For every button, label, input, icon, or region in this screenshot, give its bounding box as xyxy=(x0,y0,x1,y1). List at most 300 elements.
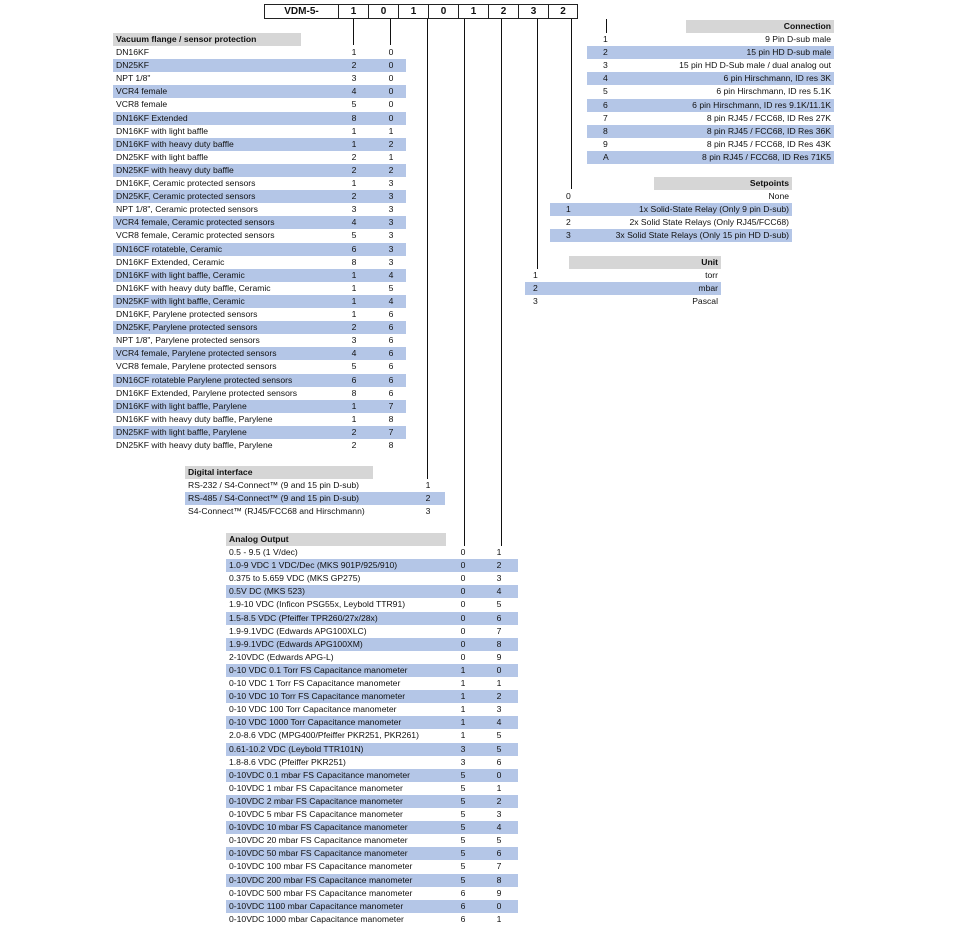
vacuum-flange-table-cell: 4 xyxy=(351,348,357,359)
vacuum-flange-table-row xyxy=(113,164,406,177)
connection-table-cell: 6 xyxy=(603,99,608,110)
vacuum-flange-table-cell: DN16KF Extended, Ceramic xyxy=(116,256,225,267)
analog-output-table-cell: 7 xyxy=(496,861,502,872)
analog-output-table-cell: 0 xyxy=(460,547,466,557)
digital-interface-table-title: Digital interface xyxy=(185,466,373,479)
setpoints-table-row xyxy=(550,229,792,242)
unit-table-row xyxy=(525,295,721,308)
analog-output-table-row xyxy=(226,769,518,782)
vacuum-flange-table-row xyxy=(113,85,406,98)
vacuum-flange-table-cell: 6 xyxy=(388,322,394,333)
analog-output-table-row xyxy=(226,598,518,611)
analog-output-table-cell: 2 xyxy=(496,560,502,571)
vacuum-flange-table-row xyxy=(113,387,406,400)
analog-output-table-cell: 0 xyxy=(496,769,502,780)
vacuum-flange-table-row xyxy=(113,360,406,373)
connector-line xyxy=(353,19,354,45)
connector-line xyxy=(464,19,465,546)
connector-line xyxy=(606,19,607,34)
analog-output-table-cell: 0-10VDC 0.1 mbar FS Capacitance manometer xyxy=(229,769,411,780)
analog-output-table-cell: 5 xyxy=(496,730,502,741)
analog-output-table-cell: 4 xyxy=(496,822,502,833)
analog-output-table-cell: 1 xyxy=(460,730,466,741)
connection-table-cell: 9 Pin D-sub male xyxy=(765,34,831,44)
vacuum-flange-table-cell: 2 xyxy=(351,164,357,175)
analog-output-table-cell: 6 xyxy=(460,913,466,924)
analog-output-table-row xyxy=(226,677,518,690)
connection-table-cell: 6 pin Hirschmann, ID res 5.1K xyxy=(716,86,831,97)
vacuum-flange-table-cell: 3 xyxy=(388,204,394,215)
analog-output-table-cell: 0-10VDC 200 mbar FS Capacitance manometer xyxy=(229,874,413,885)
vacuum-flange-table-cell: 3 xyxy=(388,230,394,241)
vacuum-flange-table-cell: 2 xyxy=(388,138,394,149)
analog-output-table-cell: 1.0-9 VDC 1 VDC/Dec (MKS 901P/925/910) xyxy=(229,560,398,571)
digital-interface-table-cell: S4-Connect™ (RJ45/FCC68 and Hirschmann) xyxy=(188,506,365,517)
vacuum-flange-table-cell: VCR4 female, Parylene protected sensors xyxy=(116,348,277,359)
vacuum-flange-table-row xyxy=(113,216,406,229)
unit-table-cell: torr xyxy=(705,270,718,280)
connection-table-row xyxy=(587,59,834,72)
analog-output-table-cell: 0 xyxy=(460,625,466,636)
vacuum-flange-table-cell: 3 xyxy=(351,204,357,215)
vacuum-flange-table-row xyxy=(113,125,406,138)
vacuum-flange-table-cell: DN16KF with light baffle, Parylene xyxy=(116,400,247,411)
analog-output-table-cell: 1.5-8.5 VDC (Pfeiffer TPR260/27x/28x) xyxy=(229,612,378,623)
vacuum-flange-table-row xyxy=(113,400,406,413)
analog-output-table-cell: 5 xyxy=(460,848,466,859)
analog-output-table-cell: 0 xyxy=(496,900,502,911)
analog-output-table-cell: 0.5V DC (MKS 523) xyxy=(229,586,305,597)
vacuum-flange-table-row xyxy=(113,426,406,439)
digital-interface-table-row xyxy=(185,492,445,505)
vacuum-flange-table-cell: 5 xyxy=(388,282,394,293)
code-prefix: VDM-5- xyxy=(264,4,338,19)
vacuum-flange-table-row xyxy=(113,269,406,282)
connection-table-row xyxy=(587,46,834,59)
vacuum-flange-table-cell: 1 xyxy=(351,47,357,57)
analog-output-table-row xyxy=(226,729,518,742)
analog-output-table-cell: 0-10VDC 2 mbar FS Capacitance manometer xyxy=(229,795,403,806)
setpoints-table-row xyxy=(550,216,792,229)
vacuum-flange-table-row xyxy=(113,177,406,190)
analog-output-table-row xyxy=(226,651,518,664)
vacuum-flange-table-cell: 6 xyxy=(388,387,394,398)
vacuum-flange-table-cell: 5 xyxy=(351,230,357,241)
vacuum-flange-table-cell: 7 xyxy=(388,400,394,411)
vacuum-flange-table-cell: 7 xyxy=(388,426,394,437)
digital-interface-table-row xyxy=(185,505,445,518)
analog-output-table-row xyxy=(226,756,518,769)
analog-output-table-cell: 0-10VDC 10 mbar FS Capacitance manometer xyxy=(229,822,408,833)
analog-output-table-row xyxy=(226,638,518,651)
vacuum-flange-table-cell: 6 xyxy=(388,348,394,359)
digital-interface-table-row xyxy=(185,479,445,492)
vacuum-flange-table-cell: 6 xyxy=(388,374,394,385)
analog-output-table-cell: 0-10VDC 100 mbar FS Capacitance manometer xyxy=(229,861,413,872)
vacuum-flange-table-row xyxy=(113,59,406,72)
vacuum-flange-table-cell: 1 xyxy=(388,151,394,162)
setpoints-table-cell: 3x Solid State Relays (Only 15 pin HD D-sub) xyxy=(615,230,789,241)
vacuum-flange-table-row xyxy=(113,439,406,452)
analog-output-table-cell: 6 xyxy=(496,848,502,859)
vacuum-flange-table-cell: VCR8 female xyxy=(116,99,168,110)
vacuum-flange-table-cell: DN25KF with light baffle, Ceramic xyxy=(116,295,245,306)
analog-output-table-cell: 5 xyxy=(460,782,466,793)
vacuum-flange-table-cell: DN25KF with light baffle xyxy=(116,151,209,162)
analog-output-table-cell: 5 xyxy=(460,809,466,819)
analog-output-table-row xyxy=(226,703,518,716)
digital-interface-table-cell: 2 xyxy=(425,493,431,504)
vacuum-flange-table-row xyxy=(113,334,406,347)
analog-output-table-cell: 0-10VDC 1000 mbar Capacitance manometer xyxy=(229,913,404,924)
analog-output-table-row xyxy=(226,664,518,677)
analog-output-table-cell: 1 xyxy=(460,664,466,675)
analog-output-table-row xyxy=(226,559,518,572)
analog-output-table-cell: 5 xyxy=(460,874,466,885)
analog-output-table-cell: 0 xyxy=(460,612,466,623)
vacuum-flange-table-row xyxy=(113,151,406,164)
vacuum-flange-table-cell: 1 xyxy=(351,138,357,149)
analog-output-table-cell: 5 xyxy=(496,743,502,754)
analog-output-table-cell: 0.5 - 9.5 (1 V/dec) xyxy=(229,547,298,557)
analog-output-table-row xyxy=(226,743,518,756)
vacuum-flange-table-cell: 2 xyxy=(351,426,357,437)
vacuum-flange-table-cell: DN16KF Extended, Parylene protected sensors xyxy=(116,387,298,398)
vacuum-flange-table-cell: 2 xyxy=(351,151,357,162)
vacuum-flange-table-cell: 3 xyxy=(388,191,394,202)
vacuum-flange-table-cell: 3 xyxy=(388,243,394,254)
digital-interface-table-cell: RS-232 / S4-Connect™ (9 and 15 pin D-sub) xyxy=(188,480,360,490)
analog-output-table-cell: 6 xyxy=(460,887,466,898)
analog-output-table-row xyxy=(226,546,518,559)
analog-output-table-cell: 0-10 VDC 1000 Torr Capacitance manometer xyxy=(229,717,402,728)
analog-output-table-cell: 1.8-8.6 VDC (Pfeiffer PKR251) xyxy=(229,756,346,767)
analog-output-table-cell: 3 xyxy=(496,573,502,584)
vacuum-flange-table-row xyxy=(113,72,406,85)
vacuum-flange-table-cell: 2 xyxy=(351,60,357,71)
analog-output-table-cell: 5 xyxy=(460,861,466,872)
analog-output-table-cell: 1.9-10 VDC (Inficon PSG55x, Leybold TTR91) xyxy=(229,599,406,610)
connection-table-row xyxy=(587,85,834,98)
digital-interface-table-cell: 3 xyxy=(425,506,431,517)
unit-table-cell: 1 xyxy=(533,270,538,280)
vacuum-flange-table-cell: 5 xyxy=(351,361,357,372)
analog-output-table-cell: 6 xyxy=(496,756,502,767)
vacuum-flange-table-cell: 2 xyxy=(351,440,357,450)
vacuum-flange-table-row xyxy=(113,203,406,216)
connection-table-row xyxy=(587,125,834,138)
vacuum-flange-table-cell: 1 xyxy=(351,413,357,424)
analog-output-table-cell: 0-10VDC 1100 mbar Capacitance manometer xyxy=(229,900,404,911)
code-digit-7: 3 xyxy=(518,4,548,19)
analog-output-table-cell: 5 xyxy=(496,835,502,846)
analog-output-table-cell: 0 xyxy=(460,651,466,662)
analog-output-table-cell: 0.61-10.2 VDC (Leybold TTR101N) xyxy=(229,743,364,754)
analog-output-table-cell: 2 xyxy=(496,795,502,806)
analog-output-table-cell: 2 xyxy=(496,691,502,702)
vacuum-flange-table-row xyxy=(113,308,406,321)
vacuum-flange-table-cell: 8 xyxy=(351,256,357,267)
connection-table-cell: 2 xyxy=(603,47,608,58)
vacuum-flange-table-cell: 1 xyxy=(351,400,357,411)
setpoints-table-cell: 2x Solid State Relays (Only RJ45/FCC68) xyxy=(629,217,789,228)
unit-table-title: Unit xyxy=(569,256,721,269)
vacuum-flange-table-cell: 2 xyxy=(388,164,394,175)
vacuum-flange-table-title: Vacuum flange / sensor protection xyxy=(113,33,301,46)
vacuum-flange-table-cell: VCR8 female, Parylene protected sensors xyxy=(116,361,277,372)
analog-output-table-row xyxy=(226,874,518,887)
vacuum-flange-table-cell: 1 xyxy=(351,309,357,319)
analog-output-table-title: Analog Output xyxy=(226,533,446,546)
vacuum-flange-table-cell: DN16KF with light baffle, Ceramic xyxy=(116,269,245,280)
analog-output-table-cell: 0-10 VDC 1 Torr FS Capacitance manometer xyxy=(229,678,401,688)
analog-output-table-cell: 0 xyxy=(496,664,502,675)
analog-output-table-cell: 3 xyxy=(460,743,466,754)
vacuum-flange-table-cell: 0 xyxy=(388,99,394,110)
analog-output-table-cell: 4 xyxy=(496,586,502,597)
vacuum-flange-table-cell: 6 xyxy=(388,335,394,346)
analog-output-table-cell: 1 xyxy=(460,691,466,702)
vacuum-flange-table-cell: DN16KF with heavy duty baffle xyxy=(116,138,234,149)
connector-line xyxy=(501,19,502,546)
unit-table-row xyxy=(525,282,721,295)
analog-output-table-cell: 0 xyxy=(460,560,466,571)
vacuum-flange-table-cell: DN16KF with heavy duty baffle, Parylene xyxy=(116,413,273,424)
analog-output-table-cell: 3 xyxy=(496,809,502,819)
vacuum-flange-table-row xyxy=(113,321,406,334)
analog-output-table-row xyxy=(226,808,518,821)
code-digit-6: 2 xyxy=(488,4,518,19)
connector-line xyxy=(537,19,538,269)
analog-output-table-row xyxy=(226,860,518,873)
vacuum-flange-table-row xyxy=(113,229,406,242)
analog-output-table-cell: 2-10VDC (Edwards APG-L) xyxy=(229,651,334,662)
analog-output-table-cell: 0-10VDC 20 mbar FS Capacitance manometer xyxy=(229,835,408,846)
vacuum-flange-table-row xyxy=(113,190,406,203)
vacuum-flange-table-cell: DN16KF, Ceramic protected sensors xyxy=(116,178,256,188)
connection-table-row xyxy=(587,138,834,151)
code-digit-1: 1 xyxy=(338,4,368,19)
analog-output-table-cell: 0-10 VDC 10 Torr FS Capacitance manometer xyxy=(229,691,406,702)
connection-table-cell: 3 xyxy=(603,60,608,71)
vacuum-flange-table-cell: 1 xyxy=(351,269,357,280)
analog-output-table-row xyxy=(226,572,518,585)
vacuum-flange-table-cell: 0 xyxy=(388,47,394,57)
code-digit-3: 1 xyxy=(398,4,428,19)
analog-output-table-cell: 3 xyxy=(496,704,502,715)
vacuum-flange-table-row xyxy=(113,138,406,151)
connection-table-cell: 8 xyxy=(603,125,608,136)
analog-output-table-cell: 1 xyxy=(496,547,502,557)
analog-output-table-cell: 1 xyxy=(496,913,502,924)
analog-output-table-cell: 1.9-9.1VDC (Edwards APG100XM) xyxy=(229,638,363,649)
digital-interface-table-cell: 1 xyxy=(425,480,431,490)
setpoints-table-cell: None xyxy=(768,191,789,201)
analog-output-table-row xyxy=(226,887,518,900)
analog-output-table-row xyxy=(226,834,518,847)
connection-table-row xyxy=(587,99,834,112)
analog-output-table-cell: 3 xyxy=(460,756,466,767)
vacuum-flange-table-row xyxy=(113,46,406,59)
vacuum-flange-table-row xyxy=(113,112,406,125)
vacuum-flange-table-cell: VCR4 female xyxy=(116,86,168,97)
code-digit-4: 0 xyxy=(428,4,458,19)
code-digit-5: 1 xyxy=(458,4,488,19)
vacuum-flange-table-cell: DN25KF xyxy=(116,60,149,71)
analog-output-table-row xyxy=(226,821,518,834)
analog-output-table-row xyxy=(226,913,518,926)
vacuum-flange-table-cell: 4 xyxy=(388,269,394,280)
vacuum-flange-table-cell: 3 xyxy=(388,217,394,228)
connection-table-cell: 5 xyxy=(603,86,608,97)
analog-output-table-cell: 2.0-8.6 VDC (MPG400/Pfeiffer PKR251, PKR261) xyxy=(229,730,419,741)
vacuum-flange-table-row xyxy=(113,98,406,111)
vacuum-flange-table-cell: 4 xyxy=(388,295,394,306)
setpoints-table-cell: 1x Solid-State Relay (Only 9 pin D-sub) xyxy=(639,204,789,215)
vacuum-flange-table-cell: 6 xyxy=(351,243,357,254)
vacuum-flange-table-cell: DN16KF with heavy duty baffle, Ceramic xyxy=(116,282,271,293)
connection-table-cell: 7 xyxy=(603,112,608,123)
connection-table-cell: 1 xyxy=(603,34,608,44)
analog-output-table-cell: 0 xyxy=(460,573,466,584)
vacuum-flange-table-cell: DN25KF with heavy duty baffle xyxy=(116,164,234,175)
connection-table-row xyxy=(587,151,834,164)
vacuum-flange-table-cell: DN25KF with light baffle, Parylene xyxy=(116,426,247,437)
vacuum-flange-table-cell: DN16CF rotateble Parylene protected sensors xyxy=(116,374,293,385)
analog-output-table-cell: 5 xyxy=(460,795,466,806)
analog-output-table-cell: 5 xyxy=(496,599,502,610)
vacuum-flange-table-cell: 4 xyxy=(351,217,357,228)
vacuum-flange-table-cell: 2 xyxy=(351,191,357,202)
vacuum-flange-table-cell: 1 xyxy=(351,125,357,136)
analog-output-table-cell: 0-10VDC 50 mbar FS Capacitance manometer xyxy=(229,848,408,859)
vacuum-flange-table-cell: 4 xyxy=(351,86,357,97)
vacuum-flange-table-cell: 3 xyxy=(388,256,394,267)
unit-table-cell: 2 xyxy=(533,283,538,294)
vacuum-flange-table-cell: VCR8 female, Ceramic protected sensors xyxy=(116,230,275,241)
order-code xyxy=(264,4,578,19)
analog-output-table-row xyxy=(226,795,518,808)
analog-output-table-cell: 7 xyxy=(496,625,502,636)
connection-table-cell: 15 pin HD D-sub male xyxy=(746,47,831,58)
connection-table-row xyxy=(587,72,834,85)
analog-output-table-cell: 5 xyxy=(460,769,466,780)
vacuum-flange-table-cell: 1 xyxy=(388,125,394,136)
vacuum-flange-table-cell: NPT 1/8", Ceramic protected sensors xyxy=(116,204,258,215)
connection-table-cell: 8 pin RJ45 / FCC68, ID Res 36K xyxy=(706,125,831,136)
vacuum-flange-table-cell: DN16KF Extended xyxy=(116,112,188,123)
connector-line xyxy=(571,19,572,189)
connector-line xyxy=(427,19,428,479)
setpoints-table-cell: 1 xyxy=(566,204,571,215)
vacuum-flange-table-cell: NPT 1/8" xyxy=(116,73,151,84)
analog-output-table-cell: 1 xyxy=(460,678,466,688)
vacuum-flange-table-cell: 6 xyxy=(351,374,357,385)
connection-table-cell: A xyxy=(603,151,609,162)
vacuum-flange-table-cell: 8 xyxy=(388,413,394,424)
vacuum-flange-table-row xyxy=(113,295,406,308)
vacuum-flange-table-cell: DN16KF with light baffle xyxy=(116,125,209,136)
setpoints-table-title: Setpoints xyxy=(654,177,792,190)
connection-table-cell: 8 pin RJ45 / FCC68, ID Res 43K xyxy=(706,138,831,149)
analog-output-table-cell: 0-10VDC 5 mbar FS Capacitance manometer xyxy=(229,809,403,819)
vacuum-flange-table-cell: 0 xyxy=(388,112,394,123)
analog-output-table-cell: 1 xyxy=(496,782,502,793)
setpoints-table-cell: 0 xyxy=(566,191,571,201)
connection-table-cell: 9 xyxy=(603,138,608,149)
analog-output-table-cell: 1 xyxy=(460,717,466,728)
vacuum-flange-table-cell: DN25KF, Ceramic protected sensors xyxy=(116,191,256,202)
unit-table-cell: 3 xyxy=(533,296,538,307)
analog-output-table-cell: 0-10VDC 1 mbar FS Capacitance manometer xyxy=(229,782,403,793)
connection-table-cell: 6 pin Hirschmann, ID res 3K xyxy=(723,73,831,84)
vacuum-flange-table-cell: 6 xyxy=(388,361,394,372)
vacuum-flange-table-cell: DN25KF, Parylene protected sensors xyxy=(116,322,258,333)
analog-output-table-cell: 0 xyxy=(460,638,466,649)
connection-table-title: Connection xyxy=(686,20,834,33)
setpoints-table-row xyxy=(550,190,792,203)
analog-output-table-row xyxy=(226,900,518,913)
analog-output-table-row xyxy=(226,585,518,598)
vacuum-flange-table-row xyxy=(113,282,406,295)
setpoints-table-row xyxy=(550,203,792,216)
analog-output-table-cell: 8 xyxy=(496,638,502,649)
vacuum-flange-table-cell: 3 xyxy=(351,335,357,346)
connection-table-cell: 8 pin RJ45 / FCC68, ID Res 27K xyxy=(706,112,831,123)
vacuum-flange-table-cell: 2 xyxy=(351,322,357,333)
vacuum-flange-table-row xyxy=(113,413,406,426)
analog-output-table-cell: 5 xyxy=(460,835,466,846)
analog-output-table-cell: 0 xyxy=(460,586,466,597)
analog-output-table-cell: 1.9-9.1VDC (Edwards APG100XLC) xyxy=(229,625,367,636)
analog-output-table-cell: 1 xyxy=(460,704,466,715)
setpoints-table-cell: 3 xyxy=(566,230,571,241)
vacuum-flange-table-cell: DN16CF rotateble, Ceramic xyxy=(116,243,223,254)
analog-output-table-cell: 6 xyxy=(460,900,466,911)
connection-table-row xyxy=(587,33,834,46)
connection-table-cell: 4 xyxy=(603,73,608,84)
vacuum-flange-table-row xyxy=(113,243,406,256)
vacuum-flange-table-cell: 0 xyxy=(388,60,394,71)
vacuum-flange-table-cell: 3 xyxy=(351,73,357,84)
analog-output-table-cell: 0-10 VDC 0.1 Torr FS Capacitance manometer xyxy=(229,664,408,675)
code-digit-2: 0 xyxy=(368,4,398,19)
vacuum-flange-table-row xyxy=(113,347,406,360)
vacuum-flange-table-cell: VCR4 female, Ceramic protected sensors xyxy=(116,217,275,228)
vacuum-flange-table-cell: DN25KF with heavy duty baffle, Parylene xyxy=(116,440,273,450)
unit-table-row xyxy=(525,269,721,282)
vacuum-flange-table-cell: NPT 1/8", Parylene protected sensors xyxy=(116,335,260,346)
unit-table-cell: mbar xyxy=(698,283,718,294)
vacuum-flange-table-cell: DN16KF xyxy=(116,47,149,57)
code-digit-8: 2 xyxy=(548,4,578,19)
vacuum-flange-table-cell: DN16KF, Parylene protected sensors xyxy=(116,309,258,319)
analog-output-table-cell: 0.375 to 5.659 VDC (MKS GP275) xyxy=(229,573,361,584)
analog-output-table-row xyxy=(226,847,518,860)
vacuum-flange-table-cell: 1 xyxy=(351,295,357,306)
setpoints-table-cell: 2 xyxy=(566,217,571,228)
vacuum-flange-table-cell: 8 xyxy=(351,387,357,398)
vacuum-flange-table-cell: 3 xyxy=(388,178,394,188)
analog-output-table-row xyxy=(226,782,518,795)
analog-output-table-cell: 9 xyxy=(496,887,502,898)
vacuum-flange-table-cell: 5 xyxy=(351,99,357,110)
vacuum-flange-table-cell: 1 xyxy=(351,178,357,188)
connection-table-row xyxy=(587,112,834,125)
analog-output-table-row xyxy=(226,690,518,703)
vacuum-flange-table-row xyxy=(113,374,406,387)
connector-line xyxy=(390,19,391,45)
